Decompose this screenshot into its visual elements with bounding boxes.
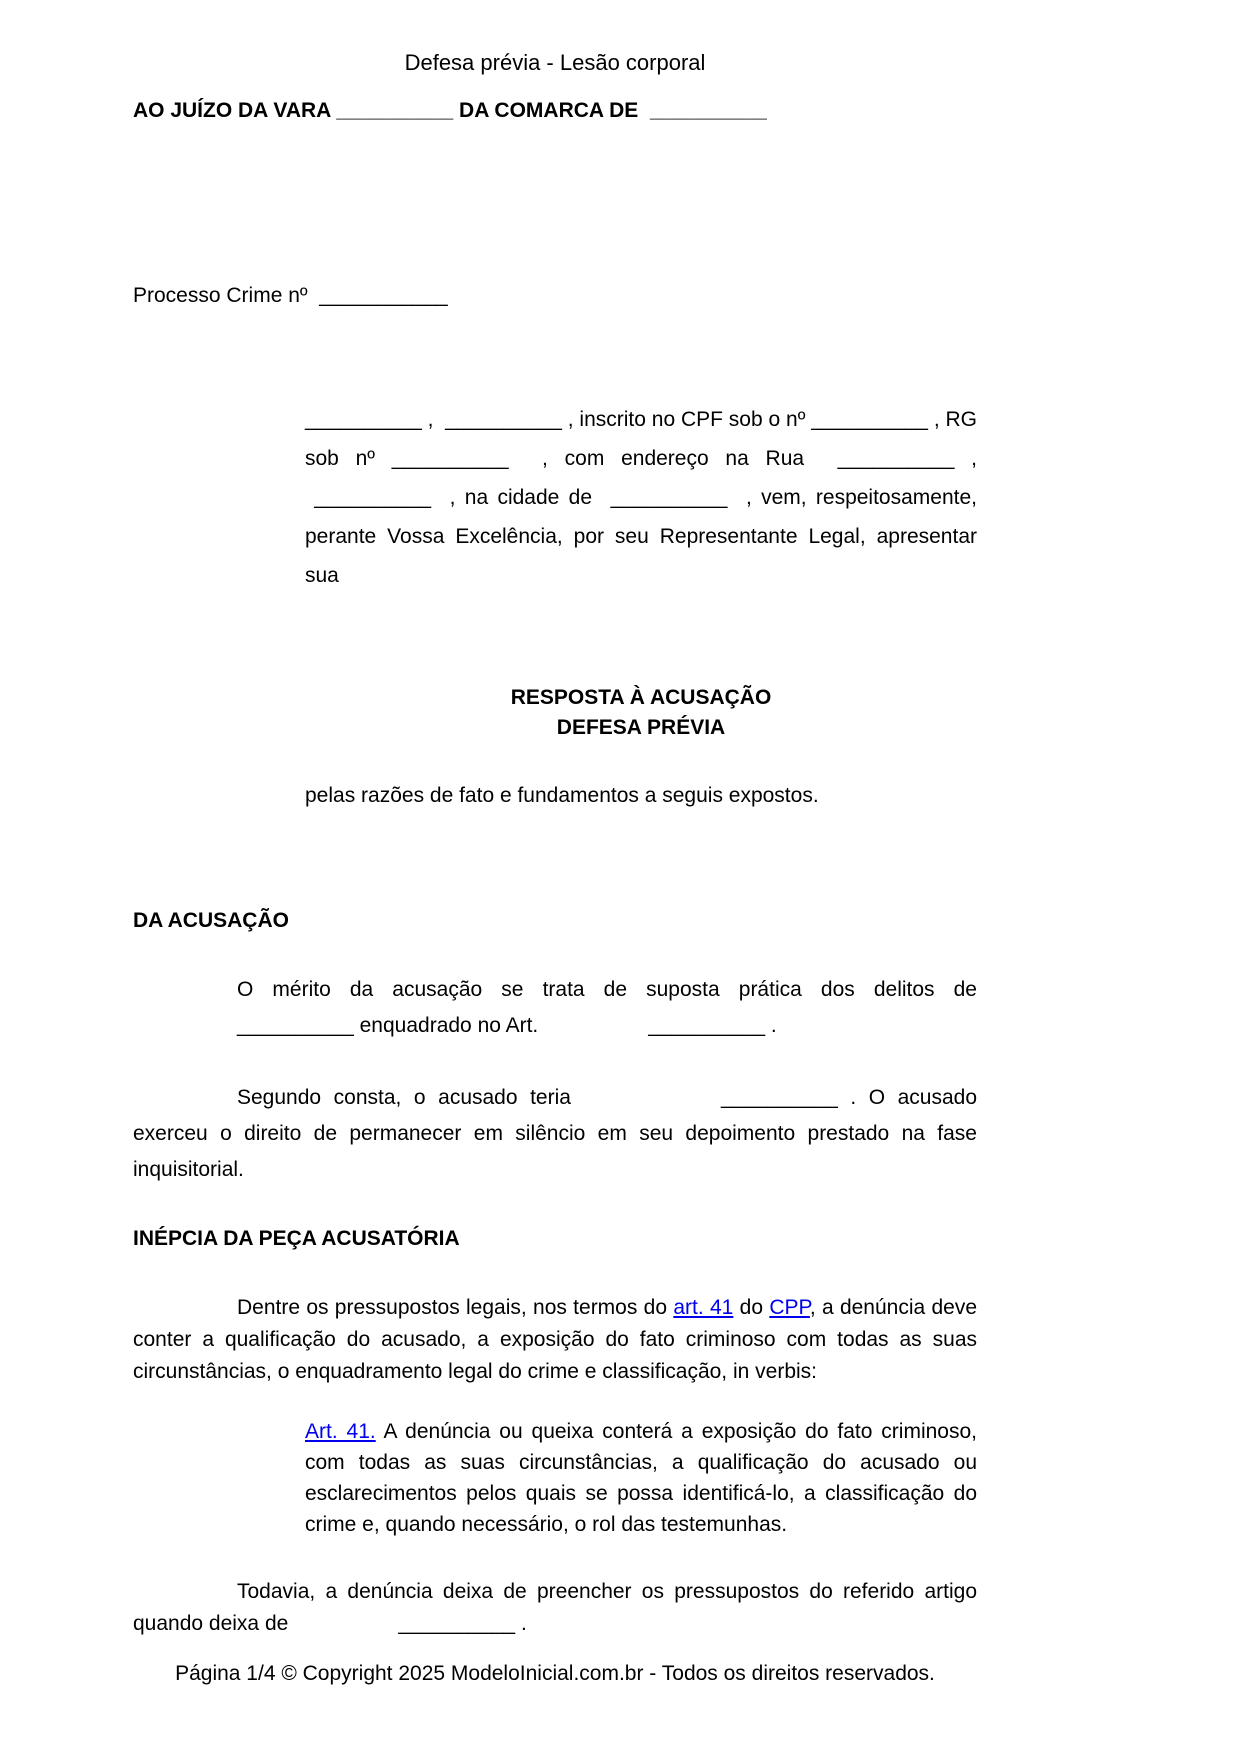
- dentre-text-c: , a denúncia deve conter a qualificação do acusado, a exposição do fato criminoso com todas as suas circunstâncias, o enquadramento legal do crime e classificação, in verbis:: [133, 1296, 978, 1383]
- quote-text: A denúncia ou queixa conterá a exposição do fato criminoso, com todas as suas circunstâncias, a qualificação do acusado ou esclarecimentos pelos quais se possa identificá-lo, a classificação do crime e, quando necessário, o rol das testemunhas.: [305, 1420, 977, 1536]
- blank-field: __________: [398, 1612, 516, 1635]
- link-cpp[interactable]: CPP: [769, 1296, 810, 1319]
- merito-line-2: [237, 1008, 977, 1044]
- paragraph-qualification: __________ , __________ , inscrito no CPF sob o nº __________ , RG sob nº __________ , com endereço na Rua __________ , __________ , na cidade de __________ , vem, respeitosamente, perante Vossa Excelência, por seu Representante Legal, apresentar sua: [305, 408, 977, 587]
- heading-defesa-previa: DEFESA PRÉVIA: [556, 716, 726, 739]
- segundo-text-a: Segundo consta, o acusado teria: [237, 1086, 571, 1109]
- paragraph-intro: pelas razões de fato e fundamentos a seguis expostos.: [305, 784, 819, 807]
- section-heading-da-acusacao: DA ACUSAÇÃO: [133, 909, 289, 932]
- merito-period: .: [770, 1014, 777, 1037]
- todavia-period: .: [520, 1612, 527, 1635]
- field-gap: [571, 1103, 721, 1104]
- document-heading: [305, 683, 977, 743]
- addressee-line: AO JUÍZO DA VARA __________ DA COMARCA DE __________: [133, 99, 767, 122]
- link-art-41[interactable]: art. 41: [673, 1296, 734, 1319]
- segundo-text-b: . O acusado exerceu o direito de permanecer em silêncio em seu depoimento prestado na fase inquisitorial.: [133, 1086, 977, 1181]
- heading-resposta: RESPOSTA À ACUSAÇÃO: [510, 686, 772, 709]
- process-number-line: Processo Crime nº ___________: [133, 284, 448, 307]
- merito-line-2-text: __________ enquadrado no Art.: [237, 1014, 539, 1037]
- quote-art-41: [305, 1416, 977, 1540]
- paragraph-dentre: [133, 1292, 977, 1388]
- section-heading-inepcia: INÉPCIA DA PEÇA ACUSATÓRIA: [133, 1227, 460, 1250]
- merito-line-1: O mérito da acusação se trata de suposta prática dos delitos de: [237, 978, 977, 1001]
- dentre-text-b: do: [739, 1296, 764, 1319]
- blank-field: __________: [648, 1014, 766, 1037]
- page-footer: Página 1/4 © Copyright 2025 ModeloInicial.com.br - Todos os direitos reservados.: [175, 1662, 935, 1685]
- link-art-41-quote[interactable]: Art. 41.: [305, 1420, 376, 1443]
- field-gap: [288, 1629, 398, 1630]
- field-gap: [538, 1031, 648, 1032]
- paragraph-merito: [237, 972, 977, 1044]
- dentre-text-a: Dentre os pressupostos legais, nos termos do: [237, 1296, 668, 1319]
- paragraph-todavia: [133, 1576, 977, 1640]
- page-title: Defesa prévia - Lesão corporal: [404, 50, 706, 75]
- blank-field: __________: [720, 1086, 838, 1109]
- todavia-text-a: Todavia, a denúncia deixa de preencher os pressupostos do referido artigo quando deixa de: [133, 1580, 977, 1635]
- paragraph-segundo: [133, 1080, 977, 1188]
